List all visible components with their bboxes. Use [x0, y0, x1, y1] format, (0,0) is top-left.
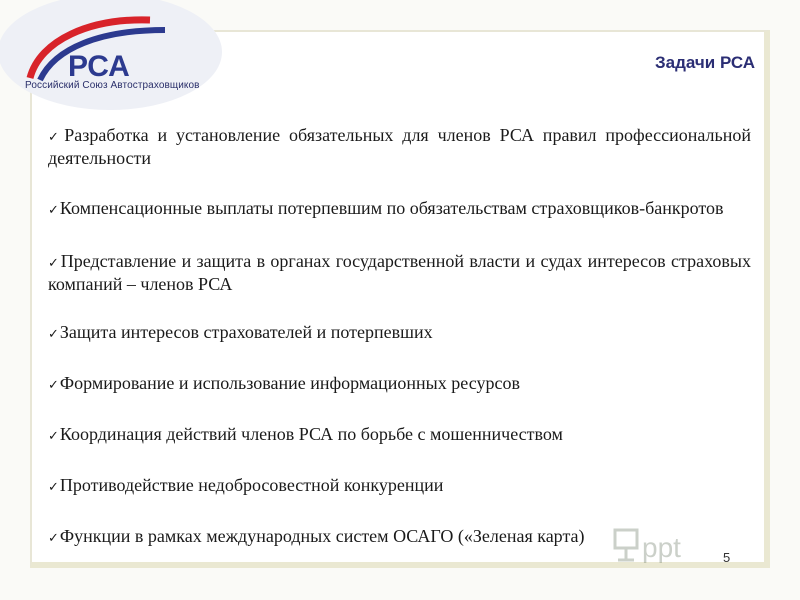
rsa-logo	[0, 0, 230, 120]
check-icon: ✓	[48, 203, 59, 218]
rsa-logo-graphic	[0, 0, 230, 120]
list-item	[48, 251, 751, 294]
logo-tagline: Российский Союз Автостраховщиков	[25, 80, 200, 91]
list-item	[48, 322, 751, 345]
check-icon: ✓	[48, 531, 59, 546]
check-icon: ✓	[48, 480, 59, 495]
list-item	[48, 373, 751, 396]
list-item	[48, 475, 751, 498]
check-icon: ✓	[48, 130, 64, 145]
logo-letters: РСА	[68, 50, 130, 83]
task-text: Противодействие недобросовестной конкуренции	[59, 475, 444, 495]
list-item	[48, 198, 751, 221]
check-icon: ✓	[48, 378, 59, 393]
watermark-icon	[612, 524, 642, 564]
task-list	[48, 125, 751, 549]
check-icon: ✓	[48, 256, 60, 271]
check-icon: ✓	[48, 327, 59, 342]
task-text: Компенсационные выплаты потерпевшим по обязательствам страховщиков-банкротов	[59, 198, 724, 218]
task-text: Защита интересов страхователей и потерпевших	[59, 322, 433, 342]
list-item	[48, 125, 751, 168]
task-text: Разработка и установление обязательных для членов РСА правил профессиональной деятельности	[48, 125, 751, 168]
watermark-text: ppt	[642, 532, 681, 563]
task-text: Координация действий членов РСА по борьбе с мошенничеством	[59, 424, 563, 444]
page-title: Задачи РСА	[654, 53, 755, 72]
check-icon: ✓	[48, 429, 59, 444]
task-text: Функции в рамках международных систем ОСАГО («Зеленая карта)	[59, 526, 585, 546]
task-text: Представление и защита в органах государственной власти и судах интересов страховых компаний – членов РСА	[48, 251, 751, 294]
list-item	[48, 424, 751, 447]
task-text: Формирование и использование информационных ресурсов	[59, 373, 520, 393]
watermark	[612, 524, 772, 576]
page-number: 5	[723, 550, 731, 565]
